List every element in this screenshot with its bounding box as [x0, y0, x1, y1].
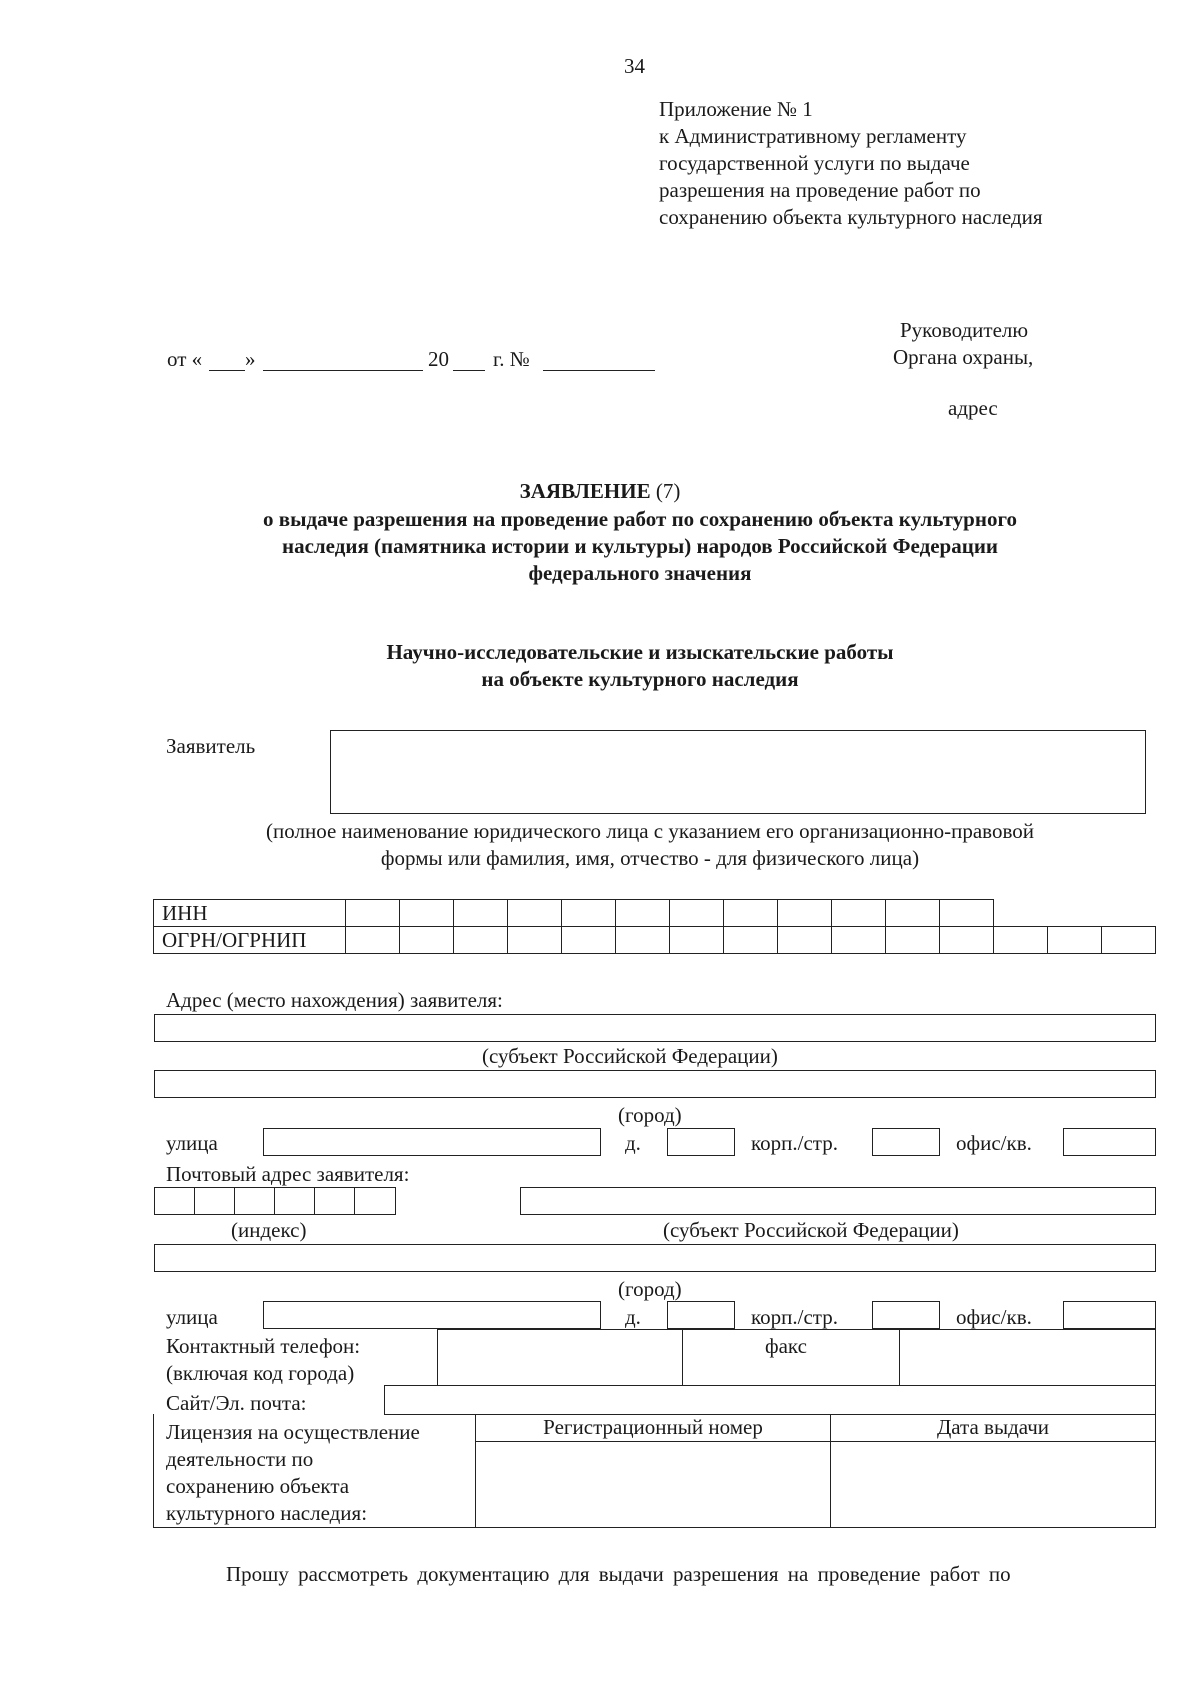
appendix-line: к Административному регламенту — [659, 124, 967, 148]
month-field[interactable] — [263, 370, 423, 371]
work-type-line: Научно-исследовательские и изыскательские работы — [386, 640, 894, 664]
postal-office-label: офис/кв. — [956, 1305, 1032, 1329]
ogrn-digit-cell[interactable] — [616, 927, 670, 954]
ogrn-digit-cell[interactable] — [346, 927, 400, 954]
addressee-line: Руководителю — [900, 318, 1029, 342]
address-office-label: офис/кв. — [956, 1131, 1032, 1155]
appendix-line: разрешения на проведение работ по — [659, 178, 981, 202]
postal-house-field[interactable] — [667, 1301, 735, 1329]
spacer — [994, 900, 1048, 927]
postal-building-label: корп./стр. — [751, 1305, 838, 1329]
phone-label-hint: (включая код города) — [166, 1361, 355, 1385]
address-subject-field[interactable] — [154, 1014, 1156, 1042]
appendix-line: Приложение № 1 — [659, 97, 813, 121]
address-building-label: корп./стр. — [751, 1131, 838, 1155]
date-from-label: от « — [167, 347, 203, 371]
day-field[interactable] — [209, 370, 245, 371]
license-left-border — [153, 1414, 154, 1528]
ogrn-digit-cell[interactable] — [400, 927, 454, 954]
inn-digit-cell[interactable] — [886, 900, 940, 927]
postal-index-cell[interactable] — [314, 1187, 355, 1215]
ogrn-digit-cell[interactable] — [454, 927, 508, 954]
postal-subject-hint: (субъект Российской Федерации) — [663, 1218, 959, 1242]
postal-street-field[interactable] — [263, 1301, 601, 1329]
postal-label: Почтовый адрес заявителя: — [166, 1162, 410, 1186]
fax-field[interactable] — [899, 1329, 1156, 1386]
applicant-hint: (полное наименование юридического лица с указанием его организационно-правовой — [266, 819, 1034, 843]
postal-index-cell[interactable] — [154, 1187, 195, 1215]
page-number: 34 — [624, 54, 645, 78]
postal-index-cell[interactable] — [354, 1187, 396, 1215]
inn-digit-cell[interactable] — [670, 900, 724, 927]
title-subtitle: о выдаче разрешения на проведение работ по сохранению объекта культурного — [263, 507, 1017, 531]
year-field[interactable] — [453, 370, 485, 371]
postal-house-label: д. — [625, 1305, 641, 1329]
request-text: Прошу рассмотреть документацию для выдачи разрешения на проведение работ по — [226, 1562, 1011, 1586]
inn-digit-cell[interactable] — [724, 900, 778, 927]
postal-office-field[interactable] — [1063, 1301, 1156, 1329]
appendix-line: государственной услуги по выдаче — [659, 151, 970, 175]
addressee-line: Органа охраны, — [893, 345, 1034, 369]
license-date-header: Дата выдачи — [830, 1414, 1156, 1442]
address-city-hint: (город) — [618, 1103, 682, 1127]
inn-digit-cell[interactable] — [508, 900, 562, 927]
inn-digit-cell[interactable] — [346, 900, 400, 927]
ogrn-digit-cell[interactable] — [670, 927, 724, 954]
address-city-field[interactable] — [154, 1070, 1156, 1098]
inn-digit-cell[interactable] — [616, 900, 670, 927]
site-label: Сайт/Эл. почта: — [166, 1391, 307, 1415]
appendix-line: сохранению объекта культурного наследия — [659, 205, 1043, 229]
ogrn-digit-cell[interactable] — [508, 927, 562, 954]
license-label: сохранению объекта — [166, 1474, 350, 1498]
inn-label: ИНН — [154, 900, 346, 927]
spacer — [1102, 900, 1156, 927]
applicant-hint: формы или фамилия, имя, отчество - для физического лица) — [380, 846, 920, 870]
phone-field[interactable] — [437, 1329, 683, 1386]
ogrn-digit-cell[interactable] — [1048, 927, 1102, 954]
postal-index-cell[interactable] — [234, 1187, 275, 1215]
number-label: г. № — [493, 347, 530, 371]
inn-digit-cell[interactable] — [940, 900, 994, 927]
postal-subject-field[interactable] — [520, 1187, 1156, 1215]
spacer — [1048, 900, 1102, 927]
title-subtitle: федерального значения — [528, 561, 752, 585]
license-label: культурного наследия: — [166, 1501, 368, 1525]
applicant-name-field[interactable] — [330, 730, 1146, 814]
license-label: Лицензия на осуществление — [166, 1420, 420, 1444]
ogrn-digit-cell[interactable] — [994, 927, 1048, 954]
postal-index-cell[interactable] — [274, 1187, 315, 1215]
address-street-field[interactable] — [263, 1128, 601, 1156]
addressee-address: адрес — [948, 396, 998, 420]
title-main: ЗАЯВЛЕНИЕ — [519, 479, 651, 503]
document-title — [0, 479, 1200, 503]
ogrn-digit-cell[interactable] — [940, 927, 994, 954]
postal-street-label: улица — [166, 1305, 218, 1329]
ogrn-digit-cell[interactable] — [832, 927, 886, 954]
title-subtitle: наследия (памятника истории и культуры) народов Российской Федерации — [281, 534, 999, 558]
postal-building-field[interactable] — [872, 1301, 940, 1329]
address-office-field[interactable] — [1063, 1128, 1156, 1156]
address-house-field[interactable] — [667, 1128, 735, 1156]
postal-city-field[interactable] — [154, 1244, 1156, 1272]
ogrn-digit-cell[interactable] — [1102, 927, 1156, 954]
ogrn-digit-cell[interactable] — [778, 927, 832, 954]
address-label: Адрес (место нахождения) заявителя: — [166, 988, 503, 1012]
ids-grid — [153, 899, 1156, 954]
postal-index-cell[interactable] — [194, 1187, 235, 1215]
number-field[interactable] — [543, 370, 655, 371]
address-house-label: д. — [625, 1131, 641, 1155]
ogrn-digit-cell[interactable] — [562, 927, 616, 954]
fax-label: факс — [765, 1334, 807, 1358]
inn-digit-cell[interactable] — [832, 900, 886, 927]
work-type-line: на объекте культурного наследия — [481, 667, 799, 691]
inn-digit-cell[interactable] — [400, 900, 454, 927]
license-label: деятельности по — [166, 1447, 314, 1471]
inn-row — [154, 900, 1156, 927]
site-email-field[interactable] — [384, 1385, 1156, 1415]
ogrn-digit-cell[interactable] — [886, 927, 940, 954]
phone-label: Контактный телефон: — [166, 1334, 361, 1358]
title-number: (7) — [655, 479, 681, 503]
inn-digit-cell[interactable] — [562, 900, 616, 927]
applicant-label: Заявитель — [166, 734, 256, 758]
ogrn-label: ОГРН/ОГРНИП — [154, 927, 346, 954]
ogrn-digit-cell[interactable] — [724, 927, 778, 954]
date-close-quote: » — [245, 347, 256, 371]
year-prefix: 20 — [428, 347, 449, 371]
address-subject-hint: (субъект Российской Федерации) — [482, 1044, 778, 1068]
license-reg-number-field[interactable] — [475, 1441, 831, 1528]
address-building-field[interactable] — [872, 1128, 940, 1156]
inn-digit-cell[interactable] — [778, 900, 832, 927]
inn-digit-cell[interactable] — [454, 900, 508, 927]
postal-index-hint: (индекс) — [231, 1218, 307, 1242]
postal-city-hint: (город) — [618, 1277, 682, 1301]
license-date-field[interactable] — [830, 1441, 1156, 1528]
ogrn-row — [154, 927, 1156, 954]
address-street-label: улица — [166, 1131, 218, 1155]
license-reg-number-header: Регистрационный номер — [475, 1414, 831, 1442]
